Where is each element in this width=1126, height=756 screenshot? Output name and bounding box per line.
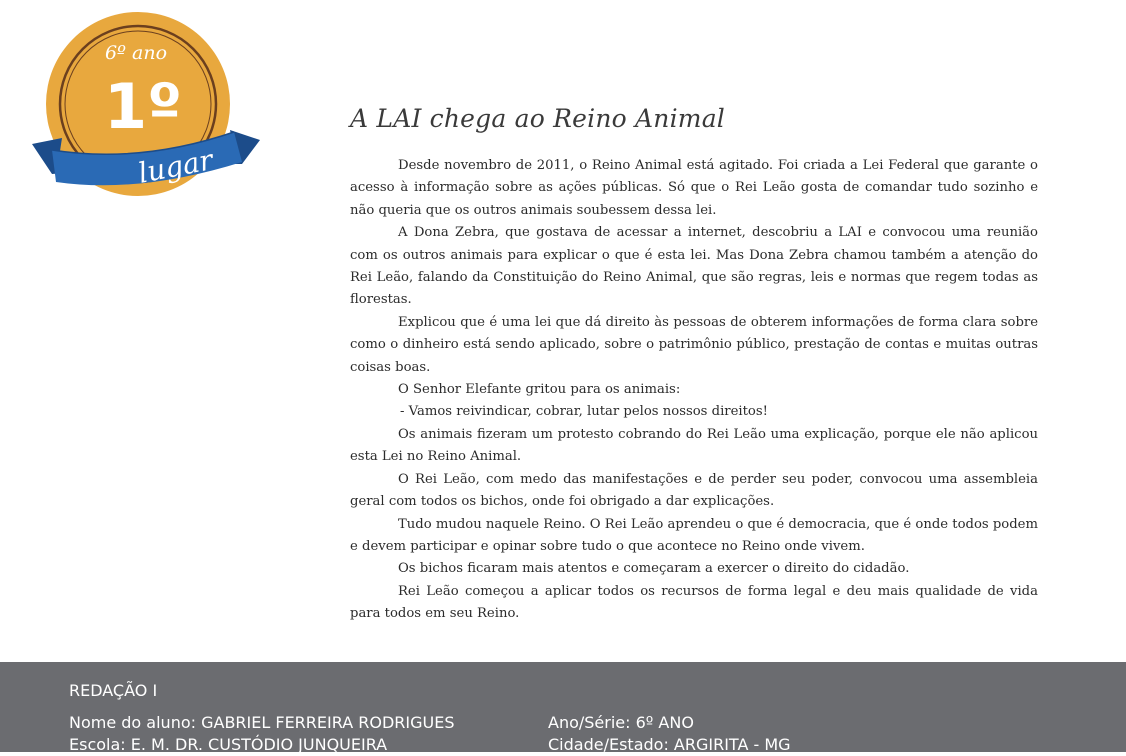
story-paragraph: Os animais fizeram um protesto cobrando do Rei Leão uma explicação, porque ele não aplicou esta Lei no Reino Animal.	[350, 426, 1038, 465]
student-grade: Ano/Série: 6º ANO	[548, 713, 694, 732]
story-paragraph: - Vamos reivindicar, cobrar, lutar pelos nossos direitos!	[400, 404, 768, 420]
story-paragraph: O Rei Leão, com medo das manifestações e de perder seu poder, convocou uma assembleia geral com todos os bichos, onde foi obrigado a dar explicações.	[350, 471, 1038, 510]
story-paragraph: Desde novembro de 2011, o Reino Animal está agitado. Foi criada a Lei Federal que garante o acesso à informação sobre as ações públicas. Só que o Rei Leão gosta de comandar tudo sozinho e não queria que os outros animais soubessem dessa lei.	[350, 158, 1038, 218]
footer-left-column	[69, 712, 454, 756]
story-section	[350, 104, 1038, 626]
entry-info-footer	[0, 662, 1126, 752]
story-body	[350, 155, 1038, 626]
story-paragraph: A Dona Zebra, que gostava de acessar a internet, descobriu a LAI e convocou uma reunião com os outros animais para explicar o que é esta lei. Mas Dona Zebra chamou também a atenção do Rei Leão, falando da Constituição do Reino Animal, que são regras, leis e normas que regem todas as florestas.	[350, 225, 1038, 308]
badge-grade-label: 6º ano	[104, 42, 168, 64]
story-paragraph: O Senhor Elefante gritou para os animais:	[398, 382, 681, 398]
story-title: A LAI chega ao Reino Animal	[350, 104, 726, 133]
badge-place-number: 1º	[103, 70, 183, 143]
entry-category: REDAÇÃO I	[69, 681, 158, 700]
first-place-badge	[30, 12, 262, 202]
story-paragraph: Rei Leão começou a aplicar todos os recursos de forma legal e deu mais qualidade de vida para todos em seu Reino.	[350, 583, 1038, 622]
story-paragraph: Explicou que é uma lei que dá direito às pessoas de obterem informações de forma clara sobre como o dinheiro está sendo aplicado, sobre o patrimônio público, prestação de contas e muitas outras coisas boas.	[350, 314, 1038, 375]
footer-right-column	[548, 712, 791, 756]
city-state: Cidade/Estado: ARGIRITA - MG	[548, 735, 791, 754]
story-paragraph: Os bichos ficaram mais atentos e começaram a exercer o direito do cidadão.	[398, 561, 910, 577]
school-name: Escola: E. M. DR. CUSTÓDIO JUNQUEIRA	[69, 735, 388, 754]
story-paragraph: Tudo mudou naquele Reino. O Rei Leão aprendeu o que é democracia, que é onde todos podem e devem participar e opinar sobre tudo o que acontece no Reino onde vivem.	[350, 516, 1038, 554]
student-name: Nome do aluno: GABRIEL FERREIRA RODRIGUES	[69, 713, 455, 732]
badge-ribbon-label: lugar	[135, 143, 216, 190]
